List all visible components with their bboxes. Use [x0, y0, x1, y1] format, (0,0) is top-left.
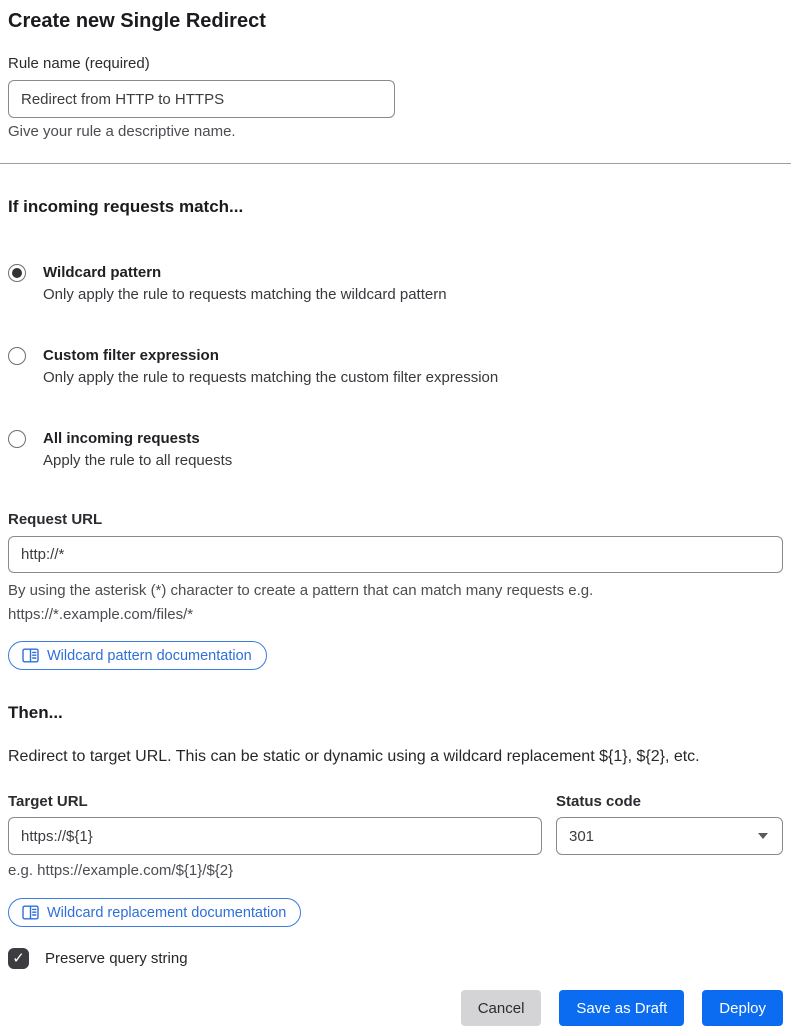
then-section-heading: Then... — [8, 703, 63, 722]
request-url-input[interactable] — [8, 536, 783, 573]
target-url-label: Target URL — [8, 793, 88, 810]
radio-description: Apply the rule to all requests — [43, 452, 233, 469]
radio-button-icon[interactable] — [8, 347, 26, 365]
radio-option-all-incoming-requests[interactable] — [8, 428, 783, 472]
status-code-select[interactable] — [556, 817, 783, 855]
radio-label: Custom filter expression — [43, 347, 219, 364]
cancel-button[interactable]: Cancel — [461, 990, 542, 1026]
radio-option-custom-filter-expression[interactable] — [8, 345, 783, 389]
radio-description: Only apply the rule to requests matching the wildcard pattern — [43, 286, 447, 303]
caret-down-icon — [758, 833, 768, 839]
status-code-label: Status code — [556, 793, 642, 810]
section-divider — [0, 163, 791, 164]
radio-description: Only apply the rule to requests matching the custom filter expression — [43, 369, 499, 386]
radio-label: Wildcard pattern — [43, 264, 162, 281]
status-code-value: 301 — [569, 827, 595, 845]
target-url-status-code-row — [8, 792, 783, 855]
request-url-helper: By using the asterisk (*) character to create a pattern that can match many requests e.g. https://*.example.com/files/* — [8, 582, 594, 623]
rule-name-label: Rule name (required) — [8, 55, 150, 72]
preserve-query-string-row[interactable] — [8, 948, 783, 969]
doc-button-label: Wildcard replacement documentation — [47, 904, 287, 921]
rule-name-input[interactable] — [8, 80, 395, 118]
save-as-draft-button[interactable]: Save as Draft — [559, 990, 684, 1026]
radio-label: All incoming requests — [43, 430, 200, 447]
target-url-input[interactable] — [8, 817, 542, 855]
status-code-field-group — [556, 792, 783, 855]
wildcard-pattern-documentation-button[interactable] — [8, 641, 267, 670]
rule-name-helper: Give your rule a descriptive name. — [8, 123, 236, 140]
form-actions — [8, 990, 783, 1033]
target-url-field-group — [8, 792, 542, 855]
page-title: Create new Single Redirect — [8, 10, 266, 32]
radio-button-icon[interactable] — [8, 264, 26, 282]
deploy-button[interactable]: Deploy — [702, 990, 783, 1026]
open-book-icon — [22, 905, 39, 920]
checkbox-icon[interactable] — [8, 948, 29, 969]
radio-option-wildcard-pattern[interactable] — [8, 262, 783, 306]
preserve-query-string-label: Preserve query string — [45, 950, 188, 967]
then-section-description: Redirect to target URL. This can be static or dynamic using a wildcard replacement ${1}, ${2}, etc. — [8, 748, 700, 765]
open-book-icon — [22, 648, 39, 663]
match-section-heading: If incoming requests match... — [8, 197, 244, 216]
wildcard-replacement-documentation-button[interactable] — [8, 898, 301, 927]
radio-button-icon[interactable] — [8, 430, 26, 448]
target-url-helper: e.g. https://example.com/${1}/${2} — [8, 862, 234, 879]
request-url-label: Request URL — [8, 511, 103, 528]
doc-button-label: Wildcard pattern documentation — [47, 647, 252, 664]
